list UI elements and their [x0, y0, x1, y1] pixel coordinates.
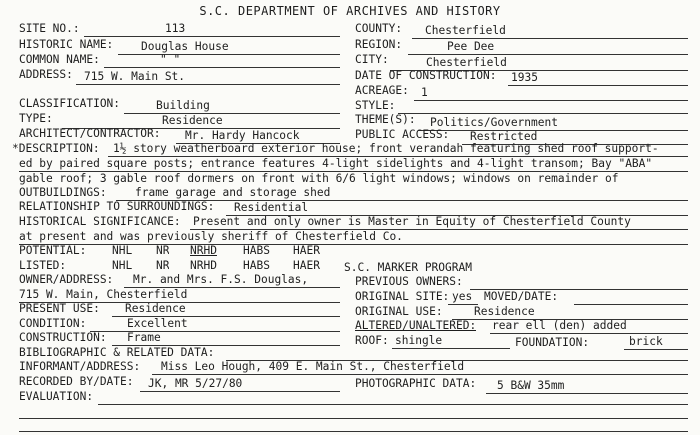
recorded-line — [140, 391, 340, 392]
address-line — [76, 84, 340, 85]
altered-line — [490, 333, 688, 334]
themes-value: Politics/Government — [430, 116, 558, 129]
significance-line-2: at present and was previously sheriff of Chesterfield Co. — [19, 230, 403, 243]
owner-label: OWNER/ADDRESS: — [19, 273, 114, 286]
marker-program-heading: S.C. MARKER PROGRAM — [344, 261, 472, 274]
recorded-value: JK, MR 5/27/80 — [148, 377, 243, 390]
informant-value: Miss Leo Hough, 409 E. Main St., Chesterfield — [161, 360, 465, 373]
site-no-line — [84, 36, 340, 37]
potential-haer: HAER — [293, 244, 320, 257]
type-value: Residence — [162, 114, 223, 127]
owner-line-1: Mr. and Mrs. F.S. Douglas, — [133, 273, 309, 286]
potential-habs: HABS — [243, 244, 270, 257]
condition-label: CONDITION: — [19, 317, 87, 330]
construction-label: CONSTRUCTION: — [19, 331, 107, 344]
altered-label: ALTERED/UNALTERED: — [355, 319, 477, 332]
listed-nhl: NHL — [112, 259, 133, 272]
historic-name-line — [118, 54, 340, 55]
evaluation-line-1 — [98, 404, 688, 405]
foundation-line — [624, 349, 688, 350]
county-value: Chesterfield — [425, 24, 506, 37]
site-no-label: SITE NO.: — [19, 22, 80, 35]
listed-label: LISTED: — [19, 259, 67, 272]
public-access-label: PUBLIC ACCESS: — [355, 128, 450, 141]
evaluation-line-2 — [19, 418, 688, 419]
style-line — [398, 113, 688, 114]
acreage-line — [414, 100, 688, 101]
original-site-value: yes — [452, 290, 473, 303]
roof-label: ROOF: — [355, 334, 389, 347]
bibliographic-label: BIBLIOGRAPHIC & RELATED DATA: — [19, 346, 215, 359]
type-label: TYPE: — [19, 112, 53, 125]
acreage-label: ACREAGE: — [355, 84, 409, 97]
significance-line-1: Present and only owner is Master in Equity of Chesterfield County — [193, 215, 631, 228]
present-use-value: Residence — [125, 302, 186, 315]
city-value: Chesterfield — [426, 56, 507, 69]
evaluation-label: EVALUATION: — [19, 390, 94, 403]
listed-haer: HAER — [293, 259, 320, 272]
themes-label: THEME(S): — [355, 113, 416, 126]
foundation-label: FOUNDATION: — [515, 336, 590, 349]
county-line — [412, 38, 688, 39]
photographic-label: PHOTOGRAPHIC DATA: — [355, 377, 477, 390]
description-line-2: ed by paired square posts; entrance features 4-light sidelights and 4-light transom; Bay "ABA" — [19, 157, 653, 170]
foundation-value: brick — [629, 335, 663, 348]
common-name-value: " " — [160, 53, 181, 66]
original-site-label: ORIGINAL SITE: — [355, 290, 450, 303]
description-label: *DESCRIPTION: — [12, 142, 100, 155]
recorded-label: RECORDED BY/DATE: — [19, 375, 134, 388]
moved-date-line — [574, 304, 688, 305]
original-use-value: Residence — [474, 305, 535, 318]
date-of-construction-value: 1935 — [511, 71, 538, 84]
classification-label: CLASSIFICATION: — [19, 97, 121, 110]
listed-nrhd: NRHD — [190, 259, 217, 272]
potential-nrhd: NRHD — [190, 244, 217, 257]
condition-value: Excellent — [127, 317, 188, 330]
address-label: ADDRESS: — [19, 68, 73, 81]
style-label: STYLE: — [355, 99, 396, 112]
informant-line — [152, 374, 688, 375]
historic-name-label: HISTORIC NAME: — [19, 38, 114, 51]
outbuildings-value: frame garage and storage shed — [135, 186, 331, 199]
acreage-value: 1 — [421, 86, 428, 99]
description-line-3: gable roof; 3 gable roof dormers on front with 6/6 light windows; windows on remainder of — [19, 172, 619, 185]
address-value: 715 W. Main St. — [84, 70, 186, 83]
classification-line — [124, 113, 340, 114]
county-label: COUNTY: — [355, 22, 403, 35]
historic-name-value: Douglas House — [141, 40, 229, 53]
photographic-line — [486, 393, 688, 394]
site-no-value: 113 — [165, 22, 186, 35]
architect-value: Mr. Hardy Hancock — [185, 129, 300, 142]
region-value: Pee Dee — [447, 40, 495, 53]
potential-nhl: NHL — [112, 244, 133, 257]
themes-line — [418, 130, 688, 131]
owner-line-2: 715 W. Main, Chesterfield — [19, 288, 188, 301]
present-use-label: PRESENT USE: — [19, 302, 100, 315]
original-use-label: ORIGINAL USE: — [355, 305, 443, 318]
date-of-construction-label: DATE OF CONSTRUCTION: — [355, 69, 497, 82]
potential-nr: NR — [156, 244, 170, 257]
informant-label: INFORMANT/ADDRESS: — [19, 360, 141, 373]
photographic-value: 5 B&W 35mm — [497, 379, 565, 392]
relationship-value: Residential — [234, 201, 309, 214]
altered-value: rear ell (den) added — [492, 319, 627, 332]
significance-label: HISTORICAL SIGNIFICANCE: — [19, 215, 181, 228]
moved-date-label: MOVED/DATE: — [484, 290, 559, 303]
city-label: CITY: — [355, 53, 389, 66]
roof-line — [392, 348, 510, 349]
region-line — [408, 54, 688, 55]
architect-label: ARCHITECT/CONTRACTOR: — [19, 127, 161, 140]
common-name-line — [104, 67, 340, 68]
listed-habs: HABS — [243, 259, 270, 272]
construction-value: Frame — [127, 331, 161, 344]
common-name-label: COMMON NAME: — [19, 53, 100, 66]
classification-value: Building — [156, 99, 210, 112]
potential-label: POTENTIAL: — [19, 244, 87, 257]
previous-owners-label: PREVIOUS OWNERS: — [355, 275, 463, 288]
outbuildings-label: OUTBUILDINGS: — [19, 186, 107, 199]
public-access-value: Restricted — [470, 130, 538, 143]
date-line — [508, 85, 688, 86]
relationship-label: RELATIONSHIP TO SURROUNDINGS: — [19, 200, 215, 213]
form-title: S.C. DEPARTMENT OF ARCHIVES AND HISTORY — [199, 4, 501, 18]
description-line-1: 1½ story weatherboard exterior house; front verandah featuring shed roof support- — [113, 142, 659, 155]
roof-value: shingle — [395, 334, 443, 347]
region-label: REGION: — [355, 38, 403, 51]
evaluation-line-3 — [19, 431, 688, 432]
listed-nr: NR — [156, 259, 170, 272]
